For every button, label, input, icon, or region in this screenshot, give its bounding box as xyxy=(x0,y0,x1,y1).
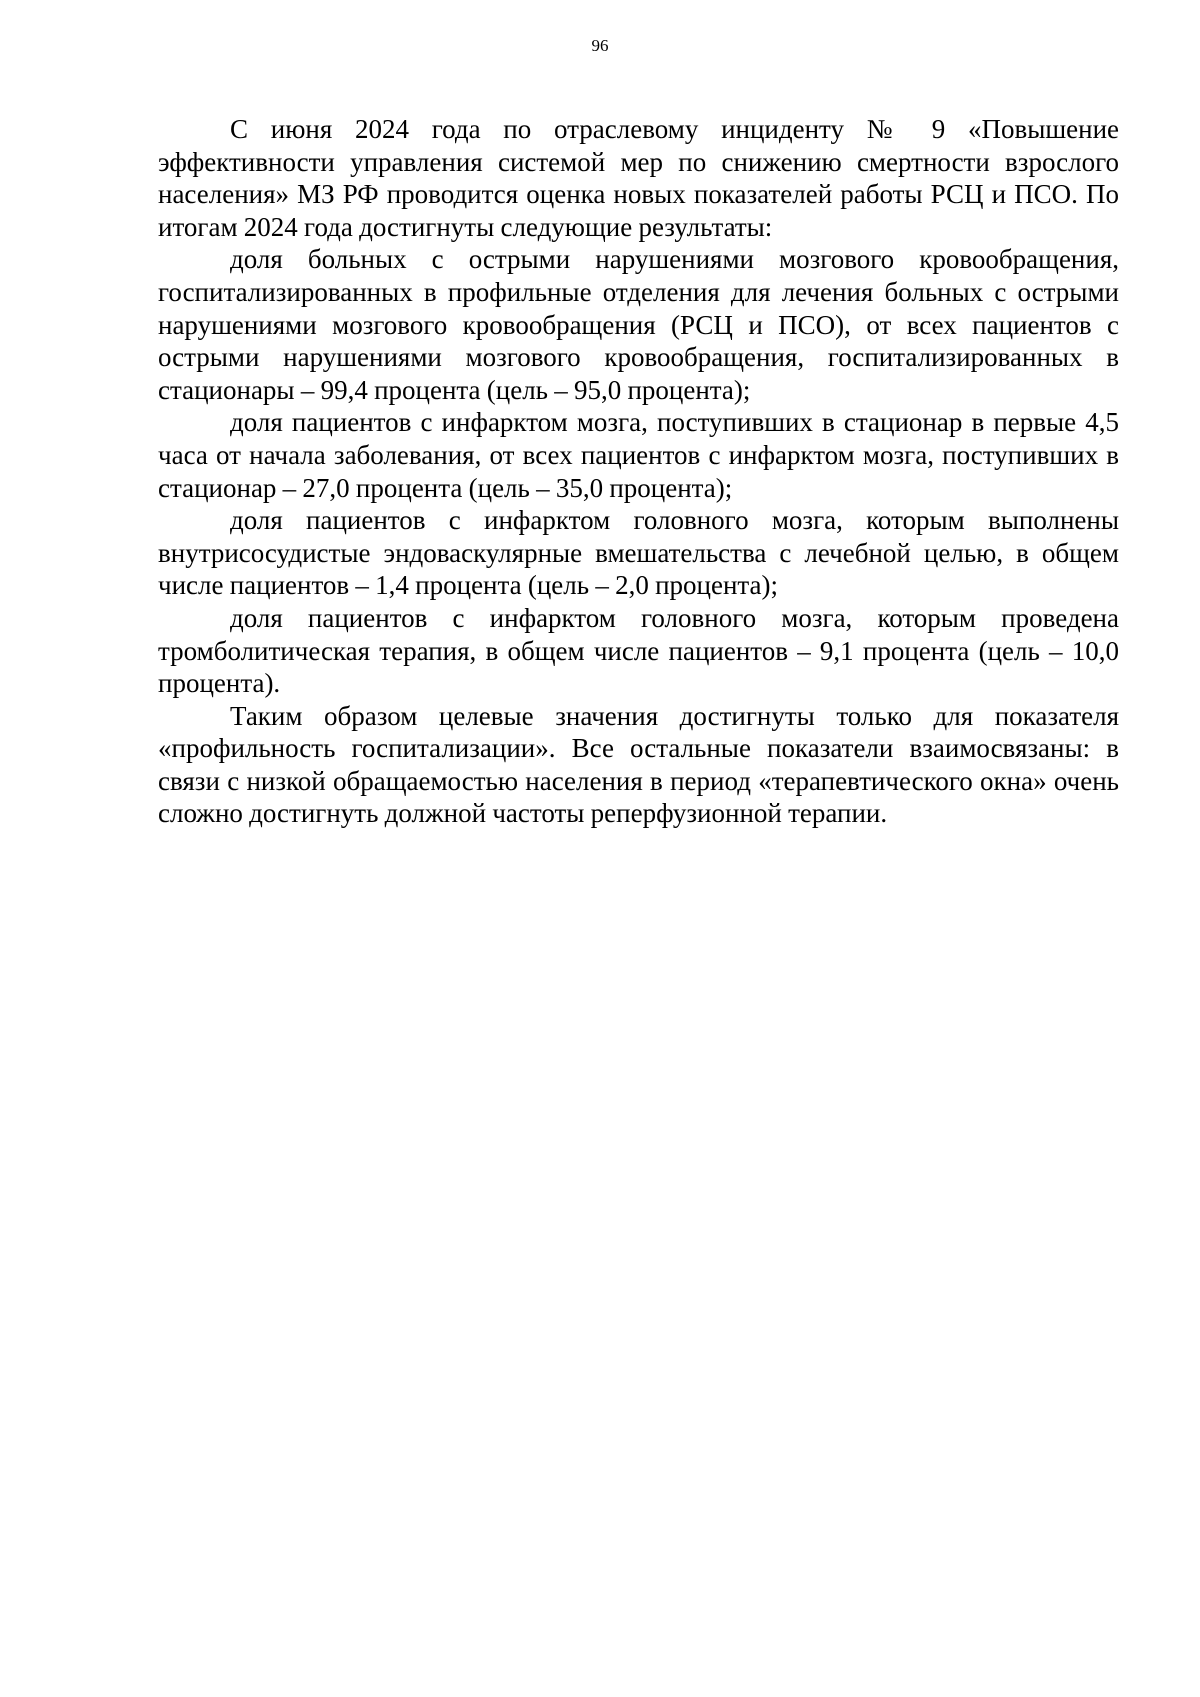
paragraph-indicator-thrombolysis: доля пациентов с инфарктом головного мозга, которым проведена тромболитическая терапия, в общем числе пациентов – 9,1 процента (цель – 10,0 процента). xyxy=(158,602,1119,699)
paragraph-indicator-early-admission: доля пациентов с инфарктом мозга, поступивших в стационар в первые 4,5 часа от начала заболевания, от всех пациентов с инфарктом мозга, поступивших в стационар – 27,0 процента (цель – 35,0 процента); xyxy=(158,407,1119,503)
paragraph-indicator-hospitalization: доля больных с острыми нарушениями мозгового кровообращения, госпитализированных в профильные отделения для лечения больных с острыми нарушениями мозгового кровообращения (РСЦ и ПСО), от всех пациентов с острыми нарушениями мозгового кровообращения, госпитализированных в стационары – 99,4 процента (цель – 95,0 процента); xyxy=(158,244,1119,405)
page-number: 96 xyxy=(591,36,609,55)
paragraph-indicator-endovascular: доля пациентов с инфарктом головного мозга, которым выполнены внутрисосудистые эндоваскулярные вмешательства с лечебной целью, в общем числе пациентов – 1,4 процента (цель – 2,0 процента); xyxy=(158,505,1119,601)
paragraph-intro: С июня 2024 года по отраслевому инциденту № 9 «Повышение эффективности управления системой мер по снижению смертности взрослого населения» МЗ РФ проводится оценка новых показателей работы РСЦ и ПСО. По итогам 2024 года достигнуты следующие результаты: xyxy=(158,114,1119,242)
document-body xyxy=(158,113,1119,830)
paragraph-conclusion: Таким образом целевые значения достигнуты только для показателя «профильность госпитализации». Все остальные показатели взаимосвязаны: в связи с низкой обращаемостью населения в период «терапевтического окна» очень сложно достигнуть должной частоты реперфузионной терапии. xyxy=(158,700,1119,829)
